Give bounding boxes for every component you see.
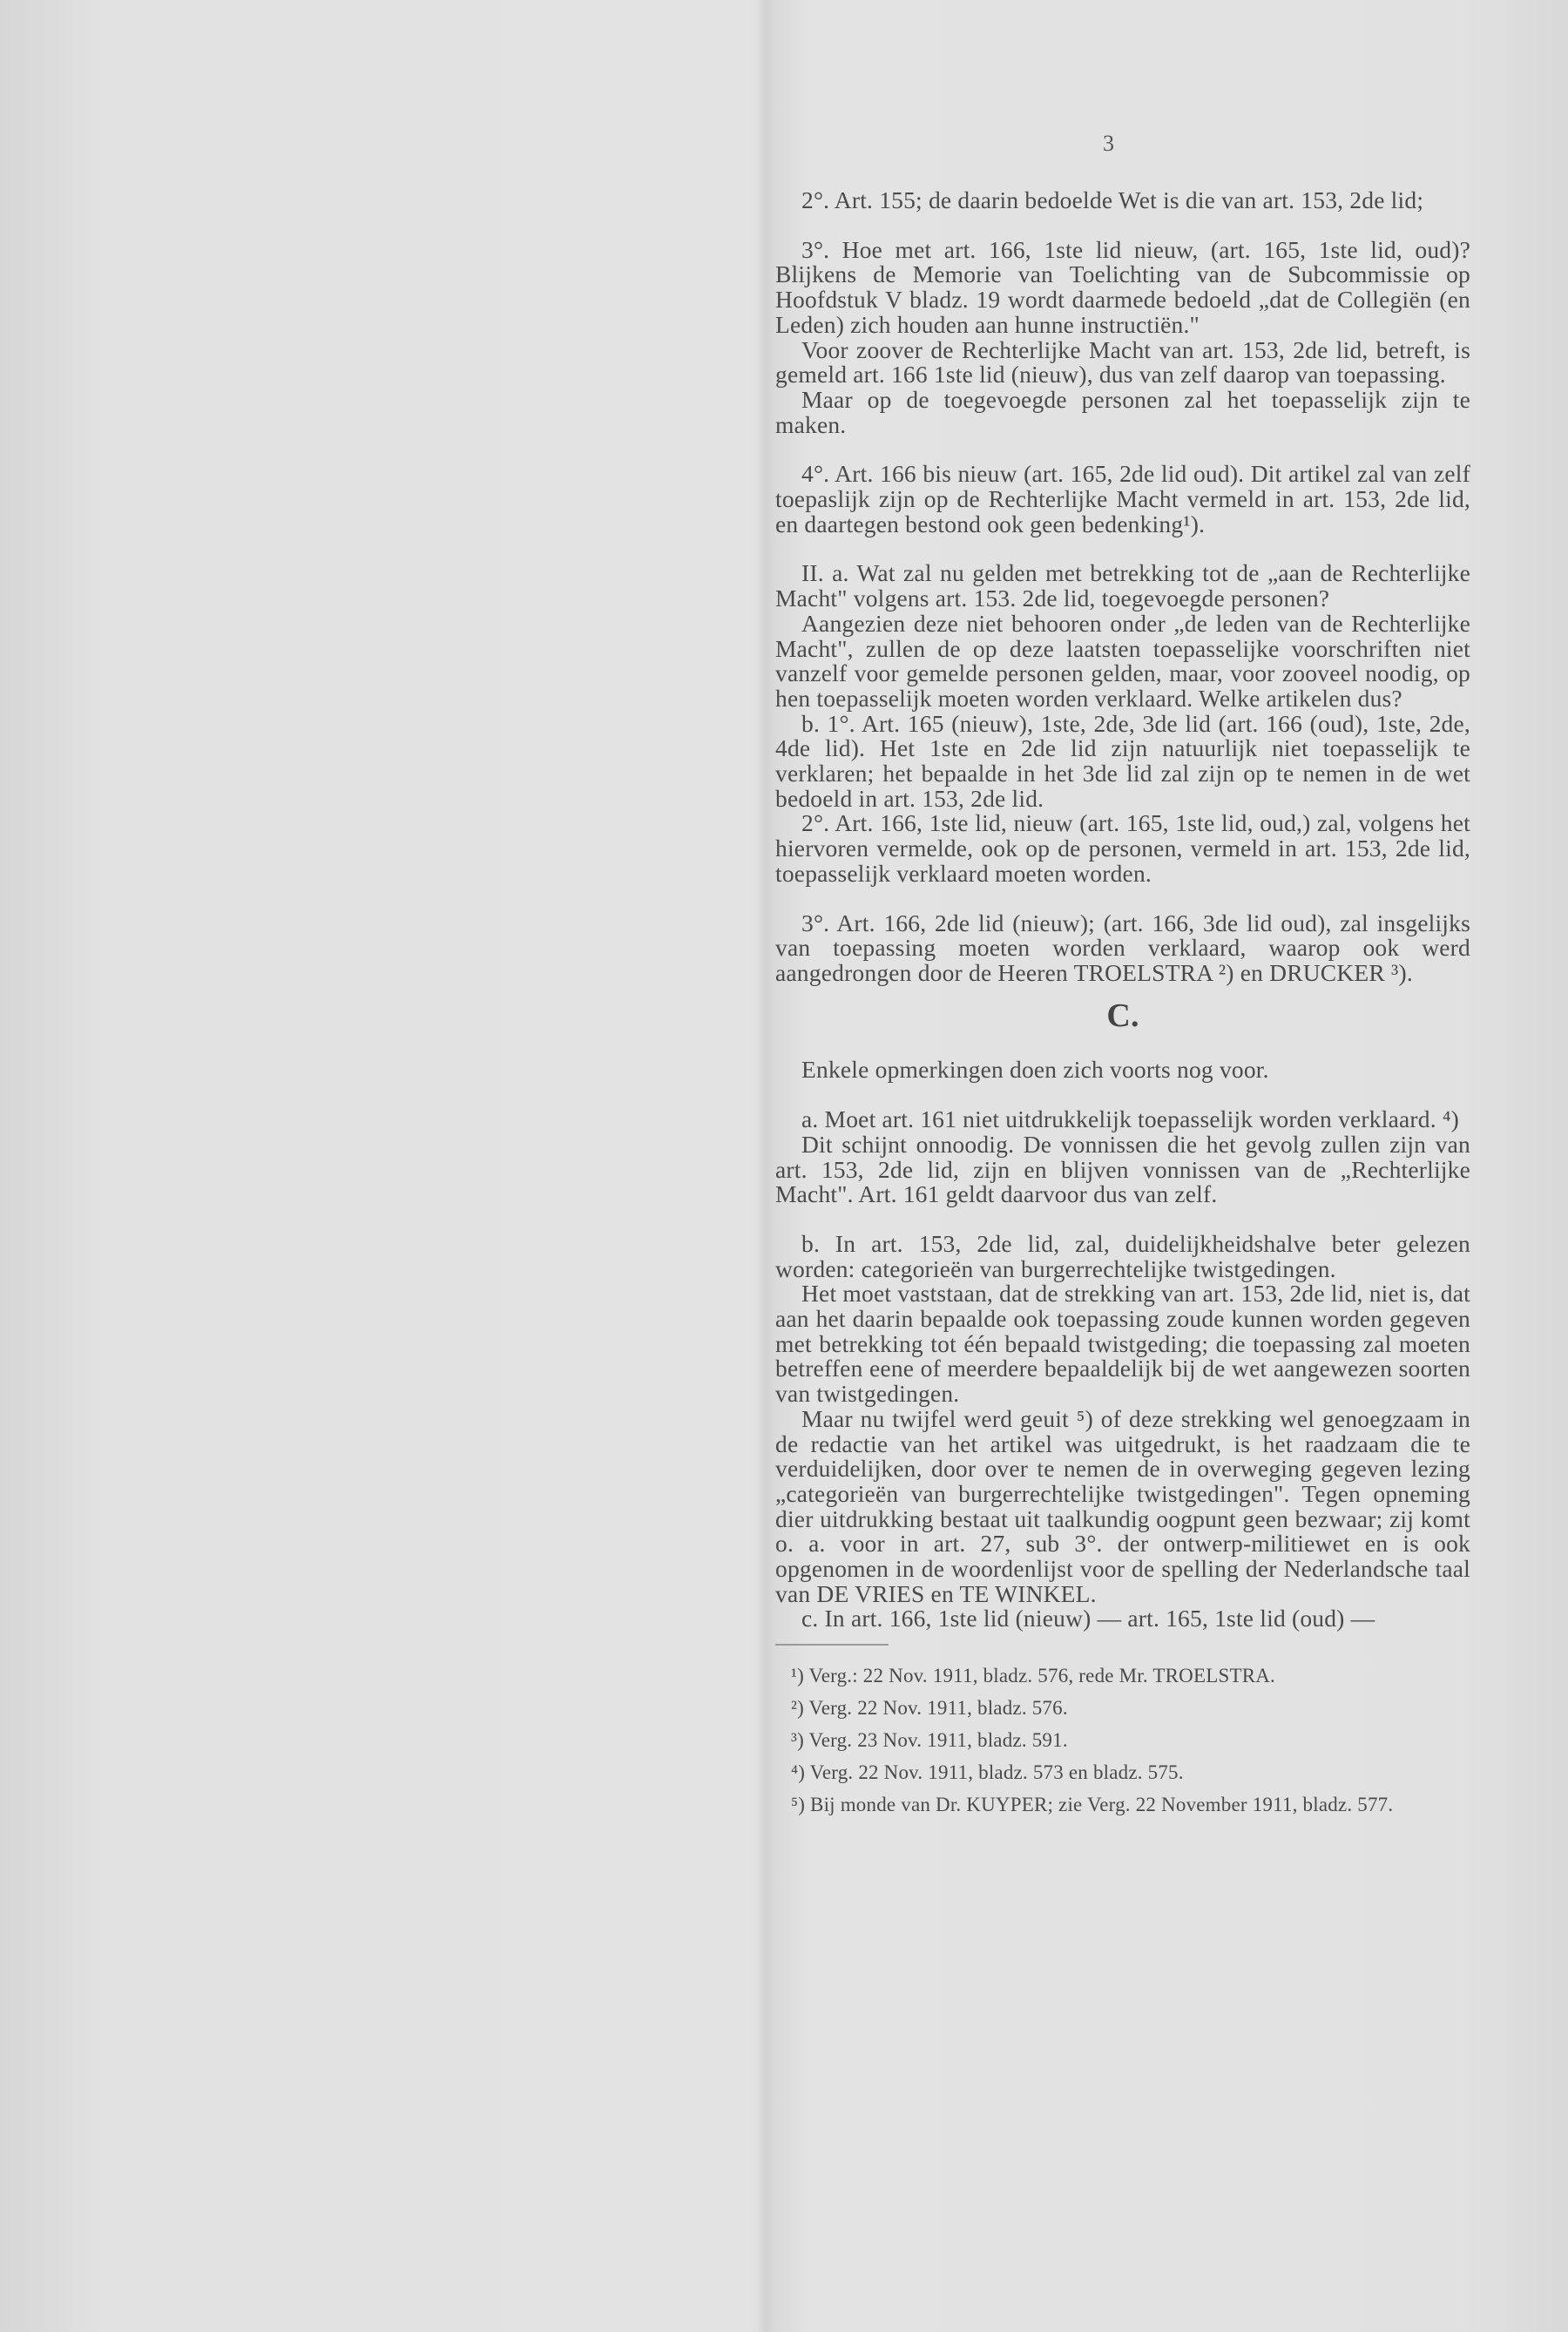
paragraph: Enkele opmerkingen doen zich voorts nog voor. — [801, 1056, 1269, 1084]
paragraph: 2°. Art. 166, 1ste lid, nieuw (art. 165, 1ste lid, oud,) zal, volgens het hiervoren vermelde, ook op de personen, vermeld in art. 153, 2de lid, toepasselijk verklaard moeten worden. — [775, 809, 1470, 887]
footnote: ²) Verg. 22 Nov. 1911, bladz. 576. — [791, 1697, 1068, 1720]
paragraph-group-c — [775, 1058, 1470, 1632]
paragraph: 2°. Art. 155; de daarin bedoelde Wet is die van art. 153, 2de lid; — [801, 186, 1424, 213]
paragraph: b. 1°. Art. 165 (nieuw), 1ste, 2de, 3de lid (art. 166 (oud), 1ste, 2de, 4de lid). Het 1ste en 2de lid zijn natuurlijk niet toepasselijk te verklaren; het bepaalde in het 3de lid zal zijn op te nemen in de wet bedoeld in art. 153, 2de lid. — [775, 709, 1470, 812]
page-fold — [756, 0, 775, 2332]
footnote: ³) Verg. 23 Nov. 1911, bladz. 591. — [791, 1729, 1068, 1752]
paragraph: II. a. Wat zal nu gelden met betrekking tot de „aan de Rechterlijke Macht" volgens art. 153. 2de lid, toegevoegde personen? — [775, 559, 1470, 612]
paragraph: 3°. Hoe met art. 166, 1ste lid nieuw, (art. 165, 1ste lid, oud)? Blijkens de Memorie van Toelichting van de Subcommissie op Hoofdstuk V bladz. 19 wordt daarmede bedoeld „dat de Collegiën (en Leden) zich houden aan hunne instructiën." — [775, 235, 1470, 338]
paragraph: 3°. Art. 166, 2de lid (nieuw); (art. 166, 3de lid oud), zal insgelijks van toepassing moeten worden verklaard, waarop ook werd aangedrongen door de Heeren TROELSTRA ²) en DRUCKER ³). — [775, 909, 1470, 986]
paragraph: Maar nu twijfel werd geuit ⁵) of deze strekking wel genoegzaam in de redactie van het artikel was uitgedrukt, is het raadzaam die te verduidelijken, door over te nemen de in overweging gegeven lezing „categorieën van burgerrechtelijke twistgedingen". Tegen opneming dier uitdrukking bestaat uit taalkundig oogpunt geen bezwaar; zij komt o. a. voor in art. 27, sub 3°. der ontwerp-militiewet en is ook opgenomen in de woordenlijst voor de spelling der Nederlandsche taal van DE VRIES en TE WINKEL. — [775, 1404, 1470, 1607]
paragraph: Het moet vaststaan, dat de strekking van art. 153, 2de lid, niet is, dat aan het daarin bepaalde ook toepassing zoude kunnen worden gegeven met betrekking tot één bepaald twistgeding; die toepassing zal moeten betreffen eene of meerdere bepaaldelijk bij de wet aangewezen soorten van twistgedingen. — [775, 1280, 1470, 1408]
footnote-rule — [775, 1644, 889, 1646]
footnotes — [775, 1659, 1470, 1821]
paragraph: c. In art. 166, 1ste lid (nieuw) — art. 165, 1ste lid (oud) — — [801, 1605, 1375, 1632]
paragraph: Dit schijnt onnoodig. De vonnissen die het gevolg zullen zijn van art. 153, 2de lid, zijn en blijven vonnissen van de „Rechterlijke Macht". Art. 161 geldt daarvoor dus van zelf. — [775, 1130, 1470, 1208]
paragraph: 4°. Art. 166 bis nieuw (art. 165, 2de lid oud). Dit artikel zal van zelf toepaslijk zijn op de Rechterlijke Macht vermeld in art. 153, 2de lid, en daartegen bestond ook geen bedenking¹). — [775, 460, 1470, 537]
footnote: ⁵) Bij monde van Dr. KUYPER; zie Verg. 22 November 1911, bladz. 577. — [791, 1794, 1394, 1816]
paragraph: Voor zoover de Rechterlijke Macht van art. 153, 2de lid, betreft, is gemeld art. 166 1ste lid (nieuw), dus van zelf daarop van toepassing. — [775, 335, 1470, 389]
paragraph: Aangezien deze niet behooren onder „de leden van de Rechterlijke Macht", zullen de op deze laatsten toepasselijke voorschriften niet vanzelf voor gemelde personen gelden, maar, voor zooveel noodig, op hen toepasselijk moeten worden verklaard. Welke artikelen dus? — [775, 609, 1470, 712]
paragraph: b. In art. 153, 2de lid, zal, duidelijkheidshalve beter gelezen worden: categorieën van burgerrechtelijke twistgedingen. — [775, 1229, 1470, 1282]
paragraph-group-b — [775, 188, 1470, 986]
footnote: ¹) Verg.: 22 Nov. 1911, bladz. 576, rede Mr. TROELSTRA. — [791, 1665, 1276, 1687]
page-content — [775, 188, 1470, 1821]
footnote: ⁴) Verg. 22 Nov. 1911, bladz. 573 en bladz. 575. — [791, 1761, 1184, 1784]
page-number: 3 — [1103, 131, 1114, 156]
paragraph: Maar op de toegevoegde personen zal het toepasselijk zijn te maken. — [775, 385, 1470, 438]
section-heading: C. — [1106, 997, 1139, 1034]
paragraph: a. Moet art. 161 niet uitdrukkelijk toepasselijk worden verklaard. ⁴) — [801, 1105, 1459, 1133]
